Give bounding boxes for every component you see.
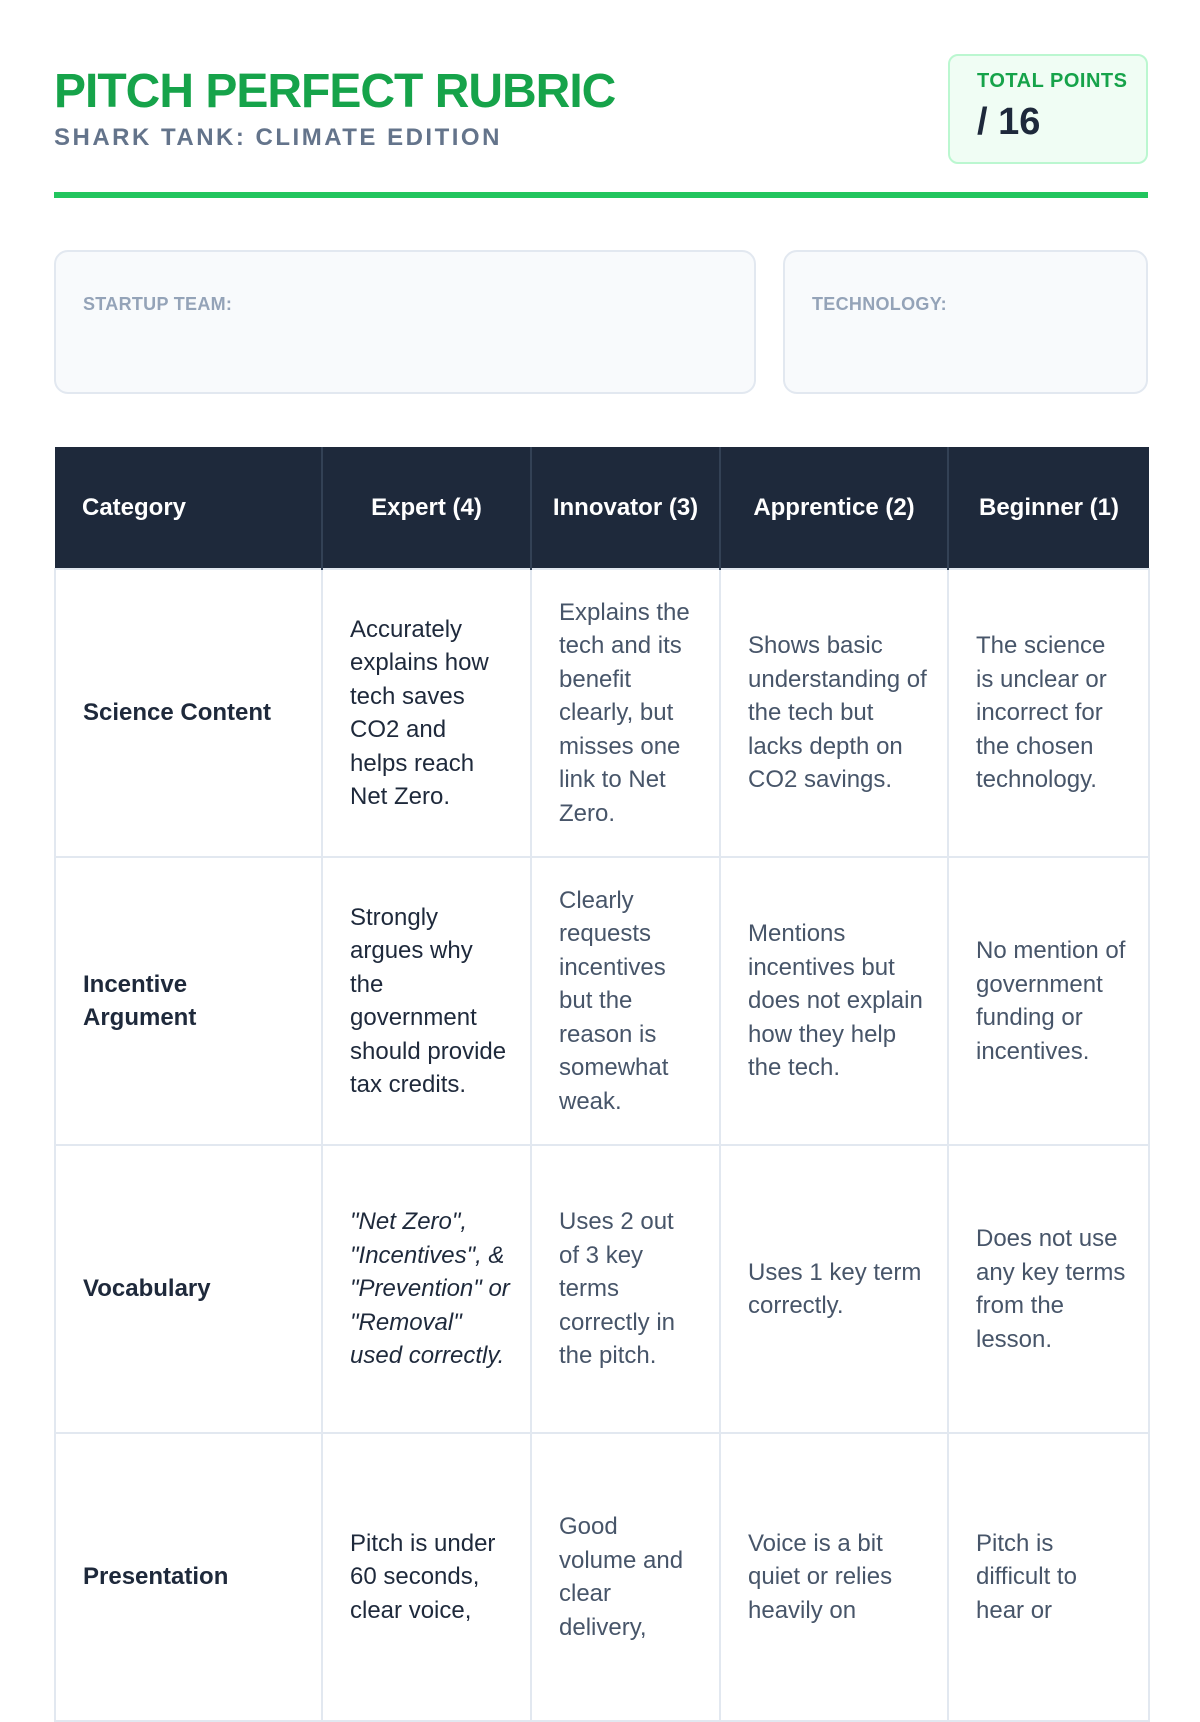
innovator-cell: Clearly requests incentives but the reason is somewhat weak.: [531, 857, 720, 1145]
table-row: [55, 1433, 1149, 1721]
beginner-cell: The science is unclear or incorrect for the chosen technology.: [948, 569, 1149, 857]
expert-cell: "Net Zero", "Incentives", & "Prevention" or "Removal" used correctly.: [322, 1145, 531, 1433]
rubric-table: [54, 447, 1150, 1722]
startup-team-label: STARTUP TEAM:: [83, 294, 233, 314]
beginner-cell: No mention of government funding or incentives.: [948, 857, 1149, 1145]
table-row: [55, 1145, 1149, 1433]
header-apprentice: Apprentice (2): [720, 447, 948, 569]
page-title: PITCH PERFECT RUBRIC: [54, 65, 616, 118]
row-category: Presentation: [55, 1433, 322, 1721]
innovator-cell: Uses 2 out of 3 key terms correctly in the pitch.: [531, 1145, 720, 1433]
info-fields: [54, 250, 1148, 394]
header-beginner: Beginner (1): [948, 447, 1149, 569]
expert-cell: Accurately explains how tech saves CO2 and helps reach Net Zero.: [322, 569, 531, 857]
technology-label: TECHNOLOGY:: [812, 294, 947, 314]
technology-field[interactable]: [783, 250, 1148, 394]
header-category: Category: [55, 447, 322, 569]
apprentice-cell: Shows basic understanding of the tech but lacks depth on CO2 savings.: [720, 569, 948, 857]
row-category: Incentive Argument: [55, 857, 322, 1145]
apprentice-cell: Voice is a bit quiet or relies heavily on: [720, 1433, 948, 1721]
rubric-page: [54, 0, 1148, 1641]
row-category: Vocabulary: [55, 1145, 322, 1433]
beginner-cell: Does not use any key terms from the lesson.: [948, 1145, 1149, 1433]
startup-team-field[interactable]: [54, 250, 756, 394]
page-subtitle: SHARK TANK: CLIMATE EDITION: [54, 124, 502, 151]
table-header-row: [55, 447, 1149, 569]
header-expert: Expert (4): [322, 447, 531, 569]
header-innovator: Innovator (3): [531, 447, 720, 569]
beginner-cell: Pitch is difficult to hear or: [948, 1433, 1149, 1721]
expert-cell: Strongly argues why the government should provide tax credits.: [322, 857, 531, 1145]
table-row: [55, 569, 1149, 857]
innovator-cell: Good volume and clear delivery,: [531, 1433, 720, 1721]
innovator-cell: Explains the tech and its benefit clearly, but misses one link to Net Zero.: [531, 569, 720, 857]
row-category: Science Content: [55, 569, 322, 857]
total-points-label: TOTAL POINTS: [977, 70, 1128, 92]
page-header: [54, 0, 1148, 198]
expert-cell: Pitch is under 60 seconds, clear voice,: [322, 1433, 531, 1721]
total-points-box: [948, 54, 1148, 164]
total-points-value: / 16: [977, 101, 1041, 143]
apprentice-cell: Uses 1 key term correctly.: [720, 1145, 948, 1433]
table-row: [55, 857, 1149, 1145]
apprentice-cell: Mentions incentives but does not explain how they help the tech.: [720, 857, 948, 1145]
